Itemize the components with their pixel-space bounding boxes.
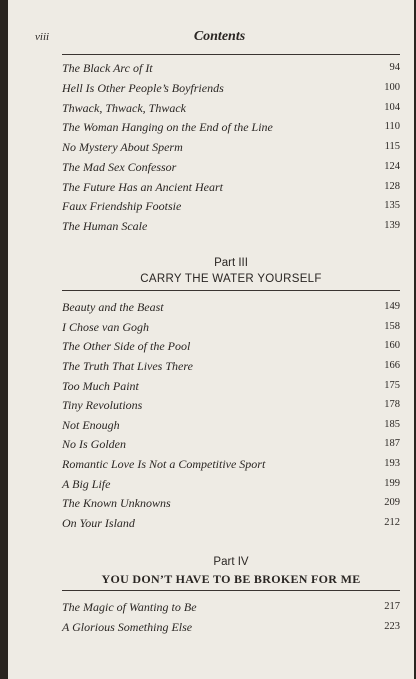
entry-title: No Is Golden: [62, 437, 126, 451]
entry-title: The Future Has an Ancient Heart: [62, 180, 223, 194]
entry-page-number: 160: [384, 340, 400, 351]
entry-page-number: 193: [384, 458, 400, 469]
toc-entry: [62, 160, 400, 176]
entry-title: Romantic Love Is Not a Competitive Sport: [62, 457, 266, 471]
toc-entry: [62, 339, 400, 355]
entry-page-number: 128: [384, 181, 400, 192]
part-rule: [62, 290, 400, 291]
entry-title: Faux Friendship Footsie: [62, 199, 182, 213]
entry-title: Beauty and the Beast: [62, 300, 164, 314]
entry-title: Thwack, Thwack, Thwack: [62, 101, 186, 115]
entry-page-number: 139: [384, 220, 400, 231]
entry-title: I Chose van Gogh: [62, 320, 149, 334]
toc-entry: [62, 180, 400, 196]
entry-title: Tiny Revolutions: [62, 398, 143, 412]
toc-entry: [62, 61, 400, 77]
entry-page-number: 135: [384, 200, 400, 211]
entry-title: The Black Arc of It: [62, 61, 153, 75]
entry-title: Hell Is Other People’s Boyfriends: [62, 81, 224, 95]
toc-entry: [62, 496, 400, 512]
entry-title: Too Much Paint: [62, 379, 139, 393]
toc-entry: [62, 398, 400, 414]
page-folio: viii: [35, 31, 50, 43]
toc-entry: [62, 379, 400, 395]
part-label: Part III: [214, 257, 248, 269]
entry-title: The Other Side of the Pool: [62, 339, 191, 353]
toc-entry: [62, 199, 400, 215]
toc-entry: [62, 219, 400, 235]
toc-entry: [62, 437, 400, 453]
entry-page-number: 178: [384, 399, 400, 410]
toc-entry: [62, 477, 400, 493]
part-rule: [62, 590, 400, 591]
entry-page-number: 223: [384, 621, 400, 632]
entry-page-number: 175: [384, 380, 400, 391]
toc-entry: [62, 140, 400, 156]
toc-entry: [62, 320, 400, 336]
entry-title: No Mystery About Sperm: [62, 140, 183, 154]
entry-page-number: 217: [384, 601, 400, 612]
book-page: [8, 0, 414, 679]
toc-entry: [62, 457, 400, 473]
entry-title: On Your Island: [62, 516, 135, 530]
entry-page-number: 187: [384, 438, 400, 449]
entry-title: The Truth That Lives There: [62, 359, 193, 373]
toc-entry: [62, 359, 400, 375]
entry-page-number: 104: [384, 102, 400, 113]
entry-page-number: 185: [384, 419, 400, 430]
toc-entry: [62, 418, 400, 434]
entry-title: The Magic of Wanting to Be: [62, 600, 197, 614]
toc-entry: [62, 300, 400, 316]
running-head: Contents: [193, 29, 246, 44]
entry-page-number: 166: [384, 360, 400, 371]
toc-entry: [62, 516, 400, 532]
part-title: CARRY THE WATER YOURSELF: [140, 273, 322, 285]
toc-entry: [62, 101, 400, 117]
entry-title: A Big Life: [62, 477, 111, 491]
toc-entry: [62, 600, 400, 616]
top-rule: [62, 54, 400, 55]
entry-page-number: 115: [384, 141, 400, 152]
toc-entry: [62, 620, 400, 636]
entry-page-number: 158: [384, 321, 400, 332]
entry-title: The Mad Sex Confessor: [62, 160, 177, 174]
part-label: Part IV: [213, 556, 249, 568]
toc-entry: [62, 120, 400, 136]
entry-page-number: 94: [389, 62, 400, 73]
toc-entry: [62, 81, 400, 97]
entry-title: The Woman Hanging on the End of the Line: [62, 120, 273, 134]
entry-title: The Known Unknowns: [62, 496, 171, 510]
entry-page-number: 212: [384, 517, 400, 528]
entry-title: Not Enough: [62, 418, 120, 432]
entry-title: A Glorious Something Else: [62, 620, 193, 634]
entry-page-number: 199: [384, 478, 400, 489]
entry-page-number: 124: [384, 161, 400, 172]
entry-page-number: 100: [384, 82, 400, 93]
entry-page-number: 110: [384, 121, 400, 132]
entry-page-number: 149: [384, 301, 400, 312]
entry-page-number: 209: [384, 497, 400, 508]
entry-title: The Human Scale: [62, 219, 148, 233]
page-header: [35, 29, 404, 45]
part-title: YOU DON’T HAVE TO BE BROKEN FOR ME: [101, 572, 361, 586]
